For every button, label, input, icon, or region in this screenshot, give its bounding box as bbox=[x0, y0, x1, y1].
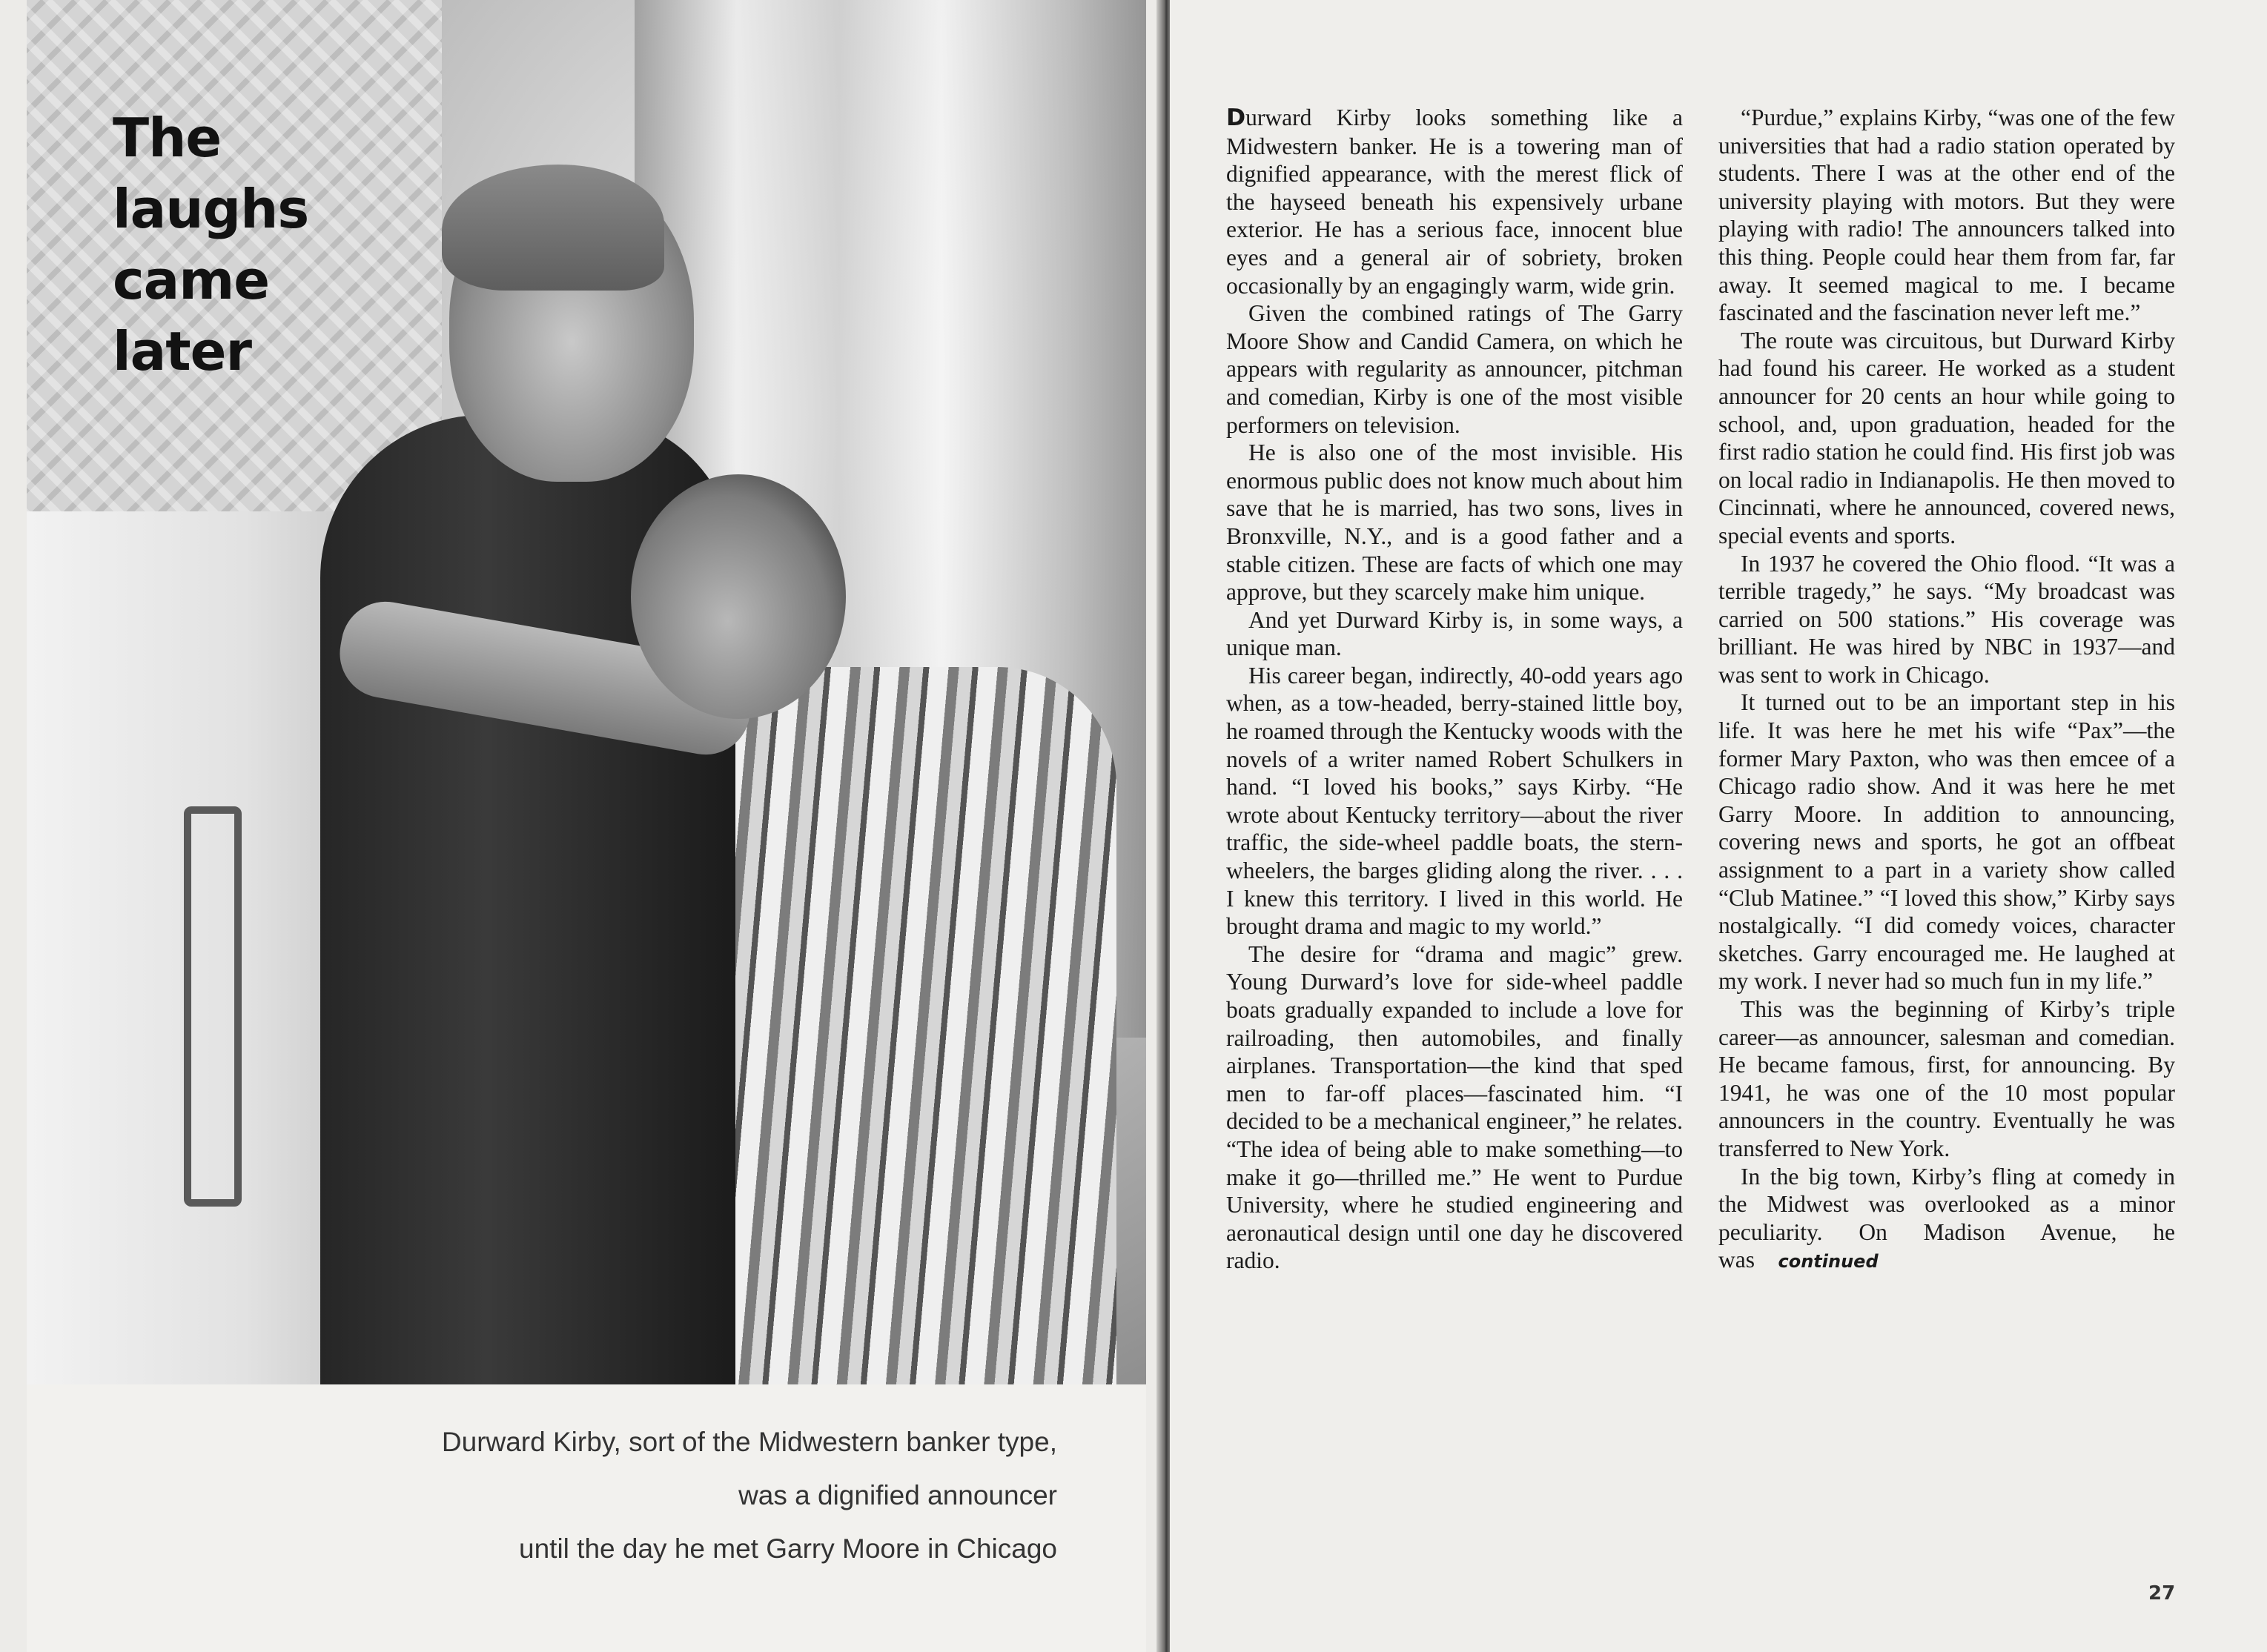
paragraph: The desire for “drama and magic” grew. Young Durward’s love for side-wheel paddle boats gradually expanded to include a love for railroading, then automobiles, and finally airplanes. Transportation—the kind that sped men to far-off places—fascinated him. “I decided to be a mechanical engineer,” he relates. “The idea of being able to make something—to make it go—thrilled me.” He went to Purdue University, where he studied engineering and aeronautical design until one day he discovered radio. bbox=[1226, 941, 1683, 1274]
paragraph-last bbox=[1718, 1163, 2175, 1276]
paragraph: He is also one of the most invisible. His enormous public does not know much about him save that he is married, has two sons, lives in Bronxville, N.Y., and is a good father and a stable citizen. These are facts of which one may approve, but they scarcely make him unique. bbox=[1226, 439, 1683, 606]
paragraph: His career began, indirectly, 40-odd years ago when, as a tow-headed, berry-stained little boy, he roamed through the Kentucky woods with the novels of a writer named Robert Schulkers in hand. “I loved his books,” says Kirby. “He wrote about Kentucky territory—about the river traffic, the side-wheel paddle boats, the stern-wheelers, the barges gliding along the river. . . . I knew this territory. I lived in this world. He brought drama and magic to my world.” bbox=[1226, 662, 1683, 940]
caption-line: was a dignified announcer bbox=[738, 1480, 1057, 1510]
continued-label: continued bbox=[1778, 1251, 1879, 1273]
paragraph: And yet Durward Kirby is, in some ways, a unique man. bbox=[1226, 606, 1683, 661]
headline-line: The bbox=[113, 107, 222, 169]
paragraph: Given the combined ratings of The Garry Moore Show and Candid Camera, on which he appears with regularity as announcer, pitchman and comedian, Kirby is one of the most visible performers on television. bbox=[1226, 300, 1683, 438]
paragraph: It turned out to be an important step in his life. It was here he met his wife “Pax”—the former Mary Paxton, who was then emcee of a Chicago radio show. And it was here he met Garry Moore. In addition to announcing, covering news and sports, he got an offbeat assignment to a part in a variety show called “Club Matinee.” “I loved this show,” Kirby says nostalgically. “I did comedy voices, character sketches. Garry encouraged me. He laughed at my work. I never had so much fun in my life.” bbox=[1718, 689, 2175, 995]
headline-line: came bbox=[113, 249, 270, 311]
taller-man-hair bbox=[442, 165, 664, 291]
photo-caption bbox=[168, 1416, 1057, 1576]
paragraph-text: In the big town, Kirby’s fling at comedy in the Midwest was overlooked as a minor peculiarity. On Madison Avenue, he was bbox=[1718, 1163, 2175, 1273]
text-column-right bbox=[1718, 104, 2175, 1276]
text-column-left bbox=[1226, 104, 1683, 1275]
page-number: 27 bbox=[2148, 1582, 2176, 1605]
article-headline bbox=[113, 102, 357, 387]
paragraph: This was the beginning of Kirby’s triple career—as announcer, salesman and comedian. He became famous, first, for announcing. By 1941, he was one of the 10 most popular announcers in the country. Eventually he was transferred to New York. bbox=[1718, 996, 2175, 1161]
headline-line: laughs bbox=[113, 178, 309, 240]
headline-line: later bbox=[113, 320, 252, 382]
caption-line: Durward Kirby, sort of the Midwestern banker type, bbox=[441, 1427, 1057, 1457]
paragraph: “Purdue,” explains Kirby, “was one of the few universities that had a radio station operated by students. There I was at the other end of the university playing with motors. But they were playing with radio! The announcers talked into this thing. People could hear them from far, far away. It seemed magical to me. I became fascinated and the fascination never left me.” bbox=[1718, 105, 2175, 326]
paragraph: In 1937 he covered the Ohio flood. “It was a terrible tragedy,” he says. “My broadcast was carried on 500 stations.” His coverage was brilliant. He was hired by NBC in 1937—and was sent to work in Chicago. bbox=[1718, 550, 2175, 688]
shorter-man-head bbox=[631, 474, 846, 719]
refrigerator-handle bbox=[184, 806, 242, 1207]
paragraph: The route was circuitous, but Durward Kirby had found his career. He worked as a student announcer for 20 cents an hour while going to school, and, upon graduation, headed for the first radio station he could find. His first job was on local radio in Indianapolis. He then moved to Cincinnati, where he announced, covered news, special events and sports. bbox=[1718, 327, 2175, 548]
paragraph: Durward Kirby looks something like a Midwestern banker. He is a towering man of dignified appearance, with the merest flick of the hayseed beneath his expensively urbane exterior. He has a serious face, innocent blue eyes and a general air of sobriety, broken occasionally by an engagingly warm, wide grin. bbox=[1226, 105, 1683, 299]
caption-line: until the day he met Garry Moore in Chicago bbox=[519, 1533, 1057, 1564]
